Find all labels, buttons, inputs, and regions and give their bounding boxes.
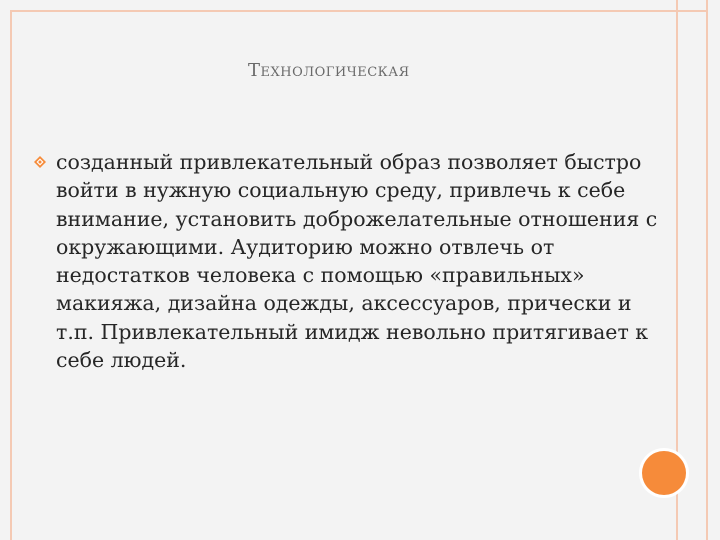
frame-top-border [10,10,708,12]
slide-title: Технологическая [248,60,410,81]
frame-right-outer-border [706,0,708,540]
decorative-orange-circle [642,451,686,495]
slide-body-paragraph: созданный привлекательный образ позволяет быстро войти в нужную социальную среду, привлечь к себе внимание, установить доброжелательные отношения с окружающими. Аудиторию можно отвлечь от недостатков человека с помощью «правильных» макияжа, дизайна одежды, аксессуаров, прически и т.п. Привлекательный имидж невольно притягивает к себе людей. [56,150,658,373]
diamond-bullet-icon [34,156,46,168]
frame-left-border [10,10,12,540]
